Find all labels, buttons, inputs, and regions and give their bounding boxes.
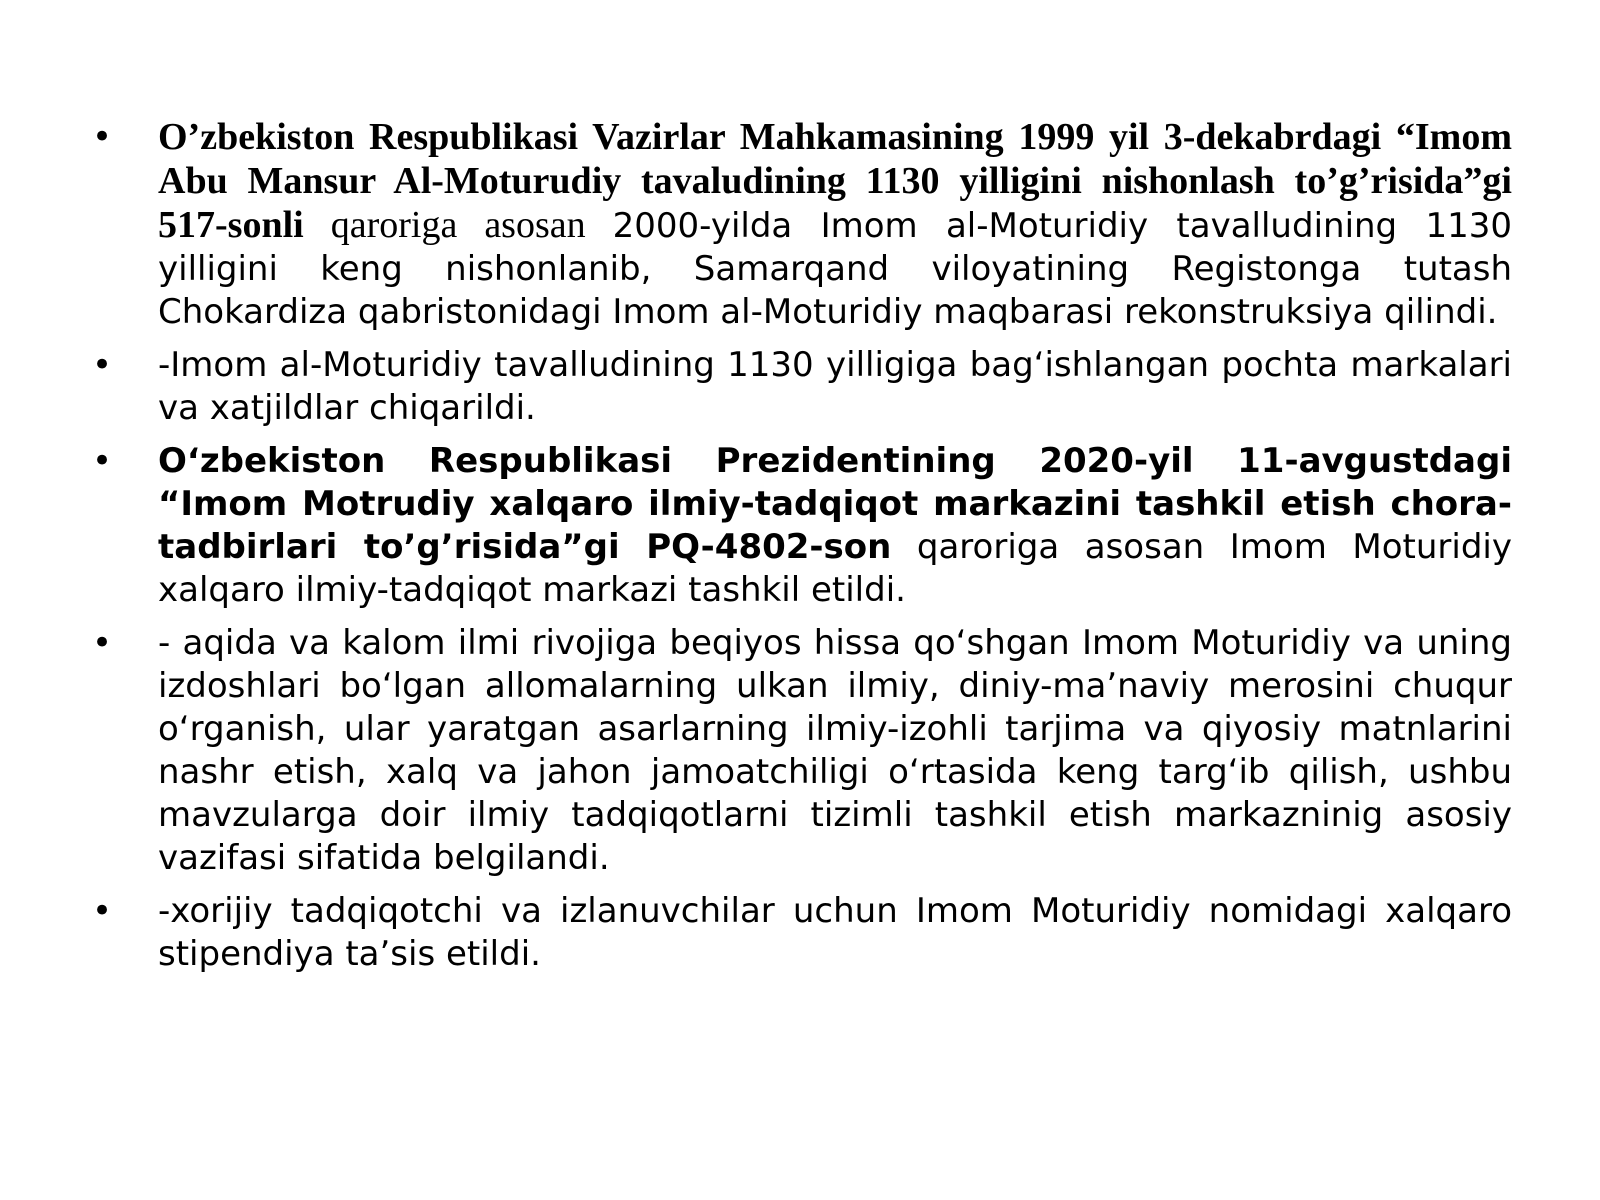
bullet-dot-icon: • <box>92 623 113 663</box>
bullet-body-3: qaroriga asosan Imom Moturidiy xalqaro ilmiy-tadqiqot markazi tashkil etildi. <box>158 527 1512 610</box>
bullet-item-4 <box>92 622 1512 880</box>
bullet-text <box>158 344 1512 430</box>
bullet-item-5 <box>92 890 1512 976</box>
bullet-item-2 <box>92 344 1512 430</box>
bullet-text <box>158 116 1512 334</box>
bullet-list <box>92 116 1512 986</box>
bullet-dot-icon: • <box>92 891 113 931</box>
bullet-text <box>158 622 1512 880</box>
bullet-body-5: -xorijiy tadqiqotchi va izlanuvchilar uchun Imom Moturidiy nomidagi xalqaro stipendiya ta’sis etildi. <box>158 891 1512 974</box>
decree-title-2020: O‘zbekiston Respublikasi Prezidentining 2020-yil 11-avgustdagi “Imom Motrudiy xalqaro ilmiy-tadqiqot markazini tashkil etish chora-tadbirlari to’g’risida”gi PQ-4802-son <box>158 441 1512 567</box>
bullet-dot-icon: • <box>92 441 113 481</box>
bullet-dot-icon: • <box>92 345 113 385</box>
bullet-dot-icon: • <box>92 117 113 157</box>
bullet-body-1: 2000-yilda Imom al-Moturidiy tavalludining 1130 yilligini keng nishonlanib, Samarqand viloyatining Registonga tutash Chokardiza qabristonidagi Imom al-Moturidiy maqbarasi rekonstruksiya qilindi. <box>158 206 1512 332</box>
bullet-item-1 <box>92 116 1512 334</box>
bullet-body-4: - aqida va kalom ilmi rivojiga beqiyos hissa qo‘shgan Imom Moturidiy va uning izdoshlari bo‘lgan allomalarning ulkan ilmiy, diniy-ma’naviy merosini chuqur o‘rganish, ular yaratgan asarlarning ilmiy-izohli tarjima va qiyosiy matnlarini nashr etish, xalq va jahon jamoatchiligi o‘rtasida keng targ‘ib qilish, ushbu mavzularga doir ilmiy tadqiqotlarni tizimli tashkil etish markazninig asosiy vazifasi sifatida belgilandi. <box>158 623 1512 878</box>
bullet-text <box>158 440 1512 612</box>
bullet-item-3 <box>92 440 1512 612</box>
bullet-body-2: -Imom al-Moturidiy tavalludining 1130 yilligiga bag‘ishlangan pochta markalari va xatjildlar chiqarildi. <box>158 345 1512 428</box>
decree-basis-text: qaroriga asosan <box>303 204 613 246</box>
decree-title-1999: O’zbekiston Respublikasi Vazirlar Mahkamasining 1999 yil 3-dekabrdagi “Imom Abu Mansur Al-Moturudiy tavaludining 1130 yilligini nishonlash to’g’risida”gi 517-sonli <box>158 116 1512 246</box>
bullet-text <box>158 890 1512 976</box>
